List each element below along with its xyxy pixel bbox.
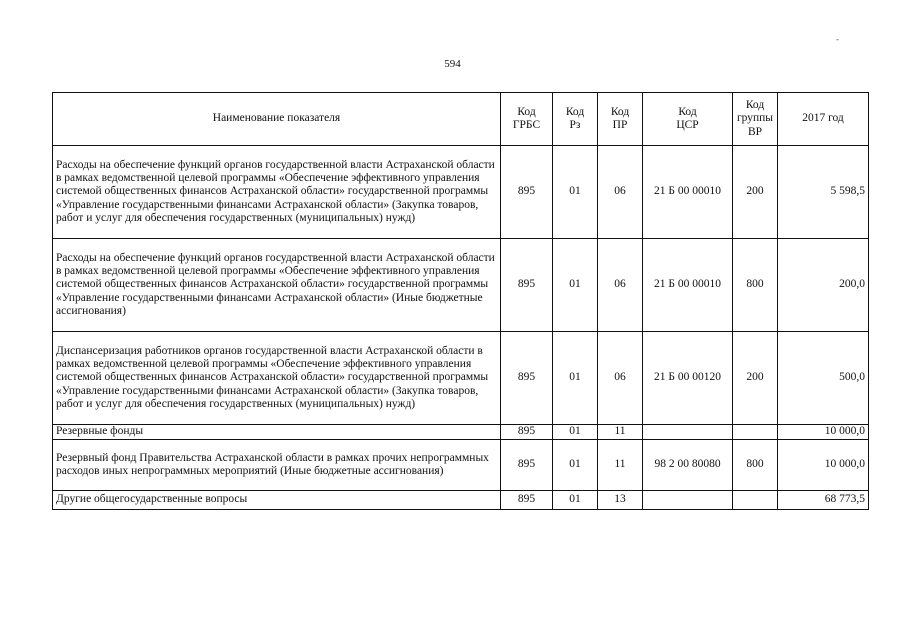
- header-rz: [553, 93, 598, 146]
- header-vr-line3: ВР: [747, 125, 763, 138]
- row-vr: [733, 425, 778, 440]
- row-vr: 200: [733, 146, 778, 239]
- table-row: [53, 332, 869, 425]
- row-pr: 06: [598, 239, 643, 332]
- header-csr: [643, 93, 733, 146]
- row-grbs: 895: [501, 425, 553, 440]
- row-amount: 500,0: [778, 332, 869, 425]
- row-rz: 01: [553, 332, 598, 425]
- row-rz: 01: [553, 440, 598, 491]
- row-rz: 01: [553, 425, 598, 440]
- header-year: 2017 год: [778, 93, 869, 146]
- table-row: [53, 440, 869, 491]
- row-csr: 21 Б 00 00120: [643, 332, 733, 425]
- table-row: [53, 239, 869, 332]
- row-pr: 11: [598, 425, 643, 440]
- row-pr: 11: [598, 440, 643, 491]
- row-name: Диспансеризация работников органов государственной власти Астраханской области в рамках ведомственной целевой программы «Обеспечение эффективного управления системой общественных финансов Астраханской области» государственной программы «Управление государственными финансами Астраханской области» (Закупка товаров, работ и услуг для обеспечения государственных (муниципальных) нужд): [53, 332, 501, 425]
- table-row: [53, 425, 869, 440]
- header-rz-line1: Код: [565, 105, 585, 118]
- row-csr: [643, 425, 733, 440]
- row-name: Расходы на обеспечение функций органов государственной власти Астраханской области в рамках ведомственной целевой программы «Обеспечение эффективного управления системой общественных финансов Астраханской области» государственной программы «Управление государственными финансами Астраханской области» (Иные бюджетные ассигнования): [53, 239, 501, 332]
- header-grbs-line1: Код: [517, 105, 536, 118]
- row-amount: 5 598,5: [778, 146, 869, 239]
- page-number: 594: [444, 58, 461, 70]
- row-vr: 800: [733, 440, 778, 491]
- header-vr-line1: Код: [745, 99, 765, 112]
- header-row: [53, 93, 869, 146]
- row-pr: 13: [598, 491, 643, 510]
- header-rz-line2: Рз: [569, 119, 581, 131]
- row-csr: 21 Б 00 00010: [643, 146, 733, 239]
- header-pr-line1: Код: [610, 105, 630, 118]
- table-row: [53, 146, 869, 239]
- row-vr: 200: [733, 332, 778, 425]
- row-grbs: 895: [501, 332, 553, 425]
- row-amount: 68 773,5: [778, 491, 869, 510]
- header-vr-line2: группы: [736, 112, 774, 125]
- row-amount: 10 000,0: [778, 440, 869, 491]
- row-name: Другие общегосударственные вопросы: [53, 491, 501, 510]
- header-grbs: [501, 93, 553, 146]
- row-name: Резервный фонд Правительства Астраханской области в рамках прочих непрограммных расходов иных непрограммных мероприятий (Иные бюджетные ассигнования): [53, 440, 501, 491]
- row-csr: [643, 491, 733, 510]
- row-amount: 10 000,0: [778, 425, 869, 440]
- row-grbs: 895: [501, 146, 553, 239]
- row-grbs: 895: [501, 239, 553, 332]
- header-csr-line1: Код: [678, 105, 697, 118]
- budget-table: [52, 92, 869, 510]
- row-name: Расходы на обеспечение функций органов государственной власти Астраханской области в рамках ведомственной целевой программы «Обеспечение эффективного управления системой общественных финансов Астраханской области» государственной программы «Управление государственными финансами Астраханской области» (Закупка товаров, работ и услуг для обеспечения государственных (муниципальных) нужд): [53, 146, 501, 239]
- row-vr: [733, 491, 778, 510]
- header-grbs-line2: ГРБС: [512, 119, 541, 131]
- header-pr-line2: ПР: [612, 119, 628, 131]
- row-csr: 21 Б 00 00010: [643, 239, 733, 332]
- row-rz: 01: [553, 491, 598, 510]
- row-amount: 200,0: [778, 239, 869, 332]
- row-pr: 06: [598, 146, 643, 239]
- header-name: Наименование показателя: [53, 93, 501, 146]
- row-grbs: 895: [501, 491, 553, 510]
- row-name: Резервные фонды: [53, 425, 501, 440]
- row-rz: 01: [553, 146, 598, 239]
- header-vr: [733, 93, 778, 146]
- row-vr: 800: [733, 239, 778, 332]
- row-csr: 98 2 00 80080: [643, 440, 733, 491]
- row-pr: 06: [598, 332, 643, 425]
- corner-mark: -: [836, 34, 839, 44]
- header-csr-line2: ЦСР: [676, 119, 699, 131]
- table-row: [53, 491, 869, 510]
- header-pr: [598, 93, 643, 146]
- row-grbs: 895: [501, 440, 553, 491]
- row-rz: 01: [553, 239, 598, 332]
